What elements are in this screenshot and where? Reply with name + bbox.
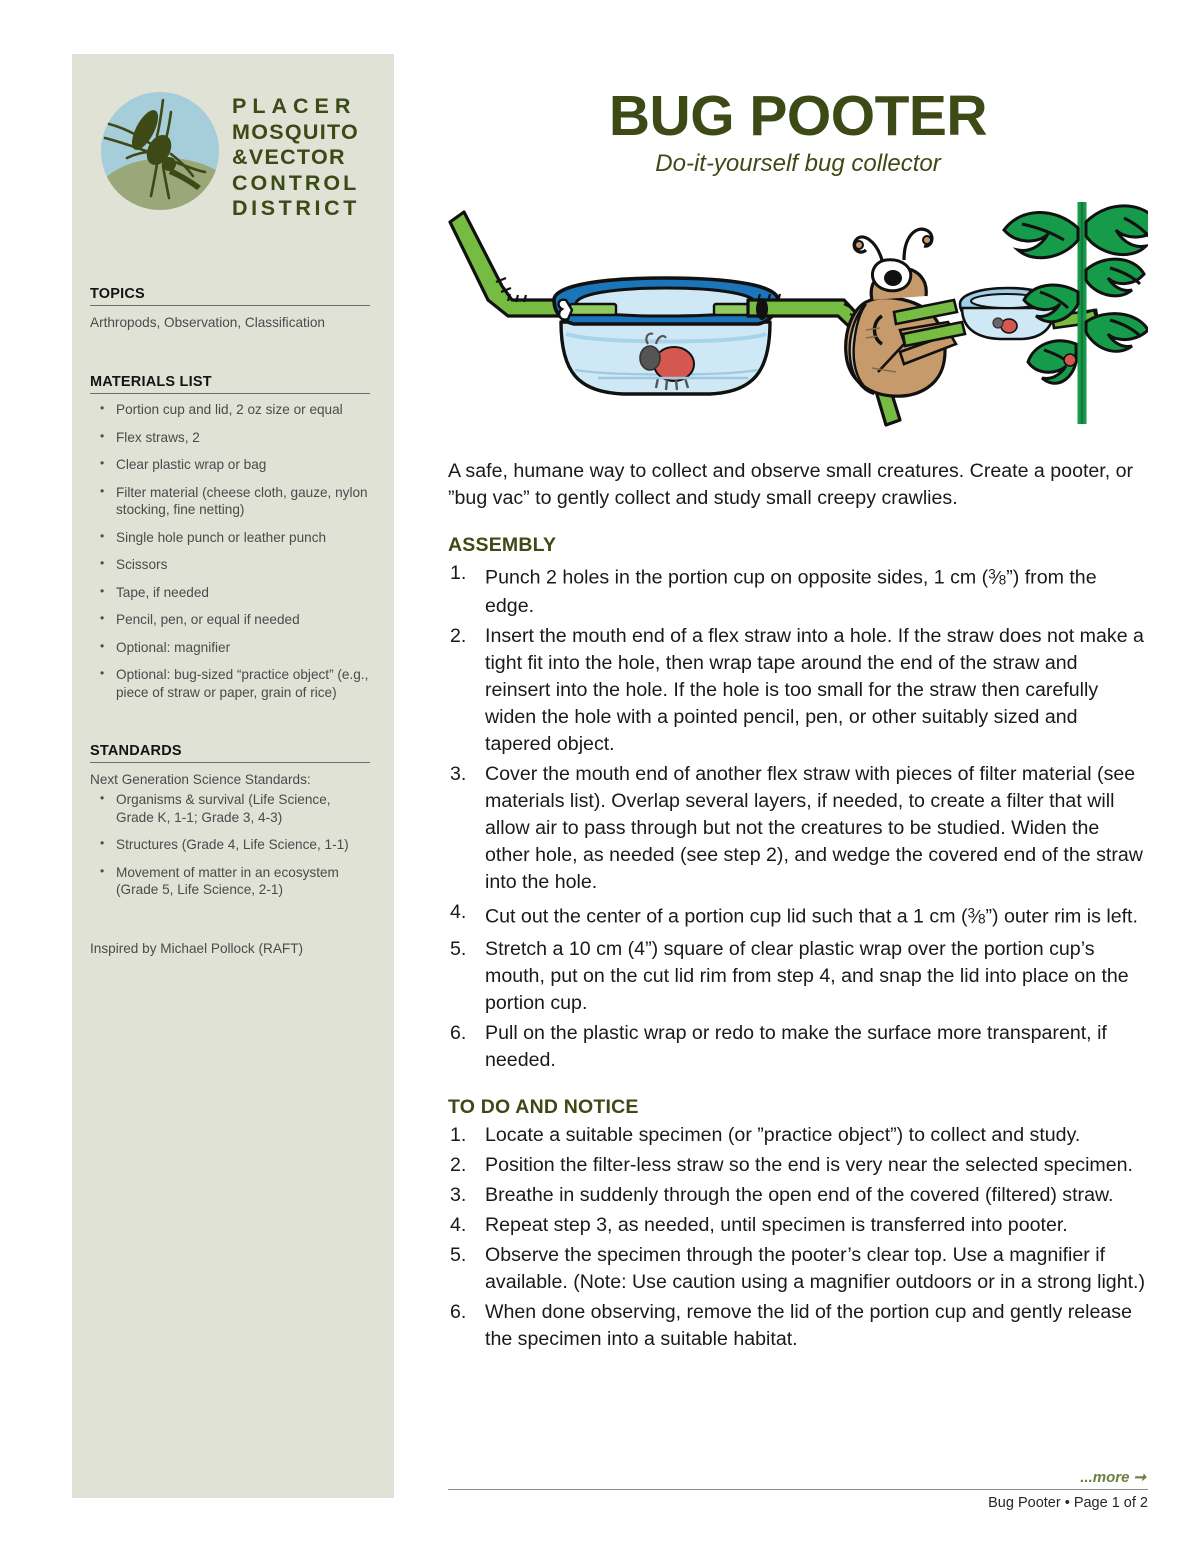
logo-line-1: PLACER (232, 94, 357, 118)
assembly-heading: ASSEMBLY (448, 534, 557, 556)
materials-list (90, 401, 370, 701)
materials-section (72, 374, 394, 701)
standards-section (72, 743, 394, 899)
standards-divider (90, 762, 370, 763)
assembly-steps (448, 560, 1148, 1074)
materials-list-item: • Scissors (114, 556, 370, 574)
standards-list-item: • Structures (Grade 4, Life Science, 1-1) (114, 836, 370, 854)
assembly-step: Punch 2 holes in the portion cup on opposite sides, 1 cm $(^3⁄_8”)$ from the edge. (485, 566, 1097, 618)
todo-step: When done observing, remove the lid of the portion cup and gently release the specimen into a suitable habitat. (485, 1300, 1132, 1350)
todo-heading: TO DO AND NOTICE (448, 1095, 639, 1118)
main-content (448, 86, 1148, 1353)
topics-section (72, 286, 394, 332)
organization-name (232, 94, 360, 222)
materials-heading: MATERIALS LIST (90, 374, 212, 390)
materials-list-item: • Single hole punch or leather punch (114, 529, 370, 547)
organization-logo (72, 74, 394, 244)
logo-line-3: &VECTOR (232, 145, 346, 169)
right-arrow-icon: ➞ (1133, 1469, 1146, 1486)
materials-list-item: • Filter material (cheese cloth, gauze, nylon stocking, fine netting) (114, 484, 370, 519)
logo-line-2: MOSQUITO (232, 119, 360, 144)
materials-list-item: • Pencil, pen, or equal if needed (114, 611, 370, 629)
plant-specimen-icon (1064, 354, 1076, 366)
materials-list-item: • Optional: bug-sized “practice object” (e.g., piece of straw or paper, grain of rice) (114, 666, 370, 701)
more-label: ...more (1080, 1469, 1130, 1486)
page-footer (448, 1470, 1148, 1511)
standards-heading: STANDARDS (90, 743, 182, 759)
assembly-step: Cover the mouth end of another flex straw with pieces of filter material (see materials list). Overlap several layers, if needed, to create a filter that will allow air to pass through but not the creatures to be studied. Widen the other hole, as needed (see step 2), and wedge the covered end of the straw into the hole. (485, 763, 1143, 894)
right-hole-grommet-icon (756, 298, 768, 320)
more-link[interactable] (448, 1470, 1148, 1486)
topics-text: Arthropods, Observation, Classification (90, 315, 325, 330)
footer-page-text: Bug Pooter • Page 1 of 2 (988, 1495, 1148, 1511)
assembly-step: Pull on the plastic wrap or redo to make the surface more transparent, if needed. (485, 1021, 1107, 1071)
footer-divider (448, 1489, 1148, 1490)
logo-line-5: DISTRICT (232, 196, 360, 220)
todo-step: Observe the specimen through the pooter’s clear top. Use a magnifier if available. (Note: Use caution using a magnifier outdoors or in a strong light.) (485, 1243, 1146, 1293)
todo-steps (448, 1122, 1148, 1353)
standards-list (90, 791, 370, 899)
standards-list-item: • Movement of matter in an ecosystem (Grade 5, Life Science, 2-1) (114, 864, 370, 899)
materials-divider (90, 393, 370, 394)
topics-heading: TOPICS (90, 286, 145, 302)
sidebar (72, 54, 394, 1498)
intro-paragraph: A safe, humane way to collect and observe small creatures. Create a pooter, or ”bug vac” to gently collect and study small creepy crawlies. (448, 460, 1134, 509)
todo-step: Locate a suitable specimen (or ”practice object”) to collect and study. (485, 1123, 1081, 1146)
page-subtitle: Do-it-yourself bug collector (655, 150, 941, 177)
logo-line-4: CONTROL (232, 170, 360, 195)
standards-intro: Next Generation Science Standards: (90, 772, 311, 787)
standards-list-item: • Organisms & survival (Life Science, Grade K, 1-1; Grade 3, 4-3) (114, 791, 370, 826)
materials-list-item: • Tape, if needed (114, 584, 370, 602)
todo-step: Position the filter-less straw so the end is very near the selected specimen. (485, 1153, 1133, 1176)
credit-text: Inspired by Michael Pollock (RAFT) (90, 940, 304, 956)
todo-step: Repeat step 3, as needed, until specimen is transferred into pooter. (485, 1213, 1068, 1236)
assembly-step: Insert the mouth end of a flex straw into a hole. If the straw does not make a tight fit into the hole, then wrap tape around the end of the straw and reinsert into the hole. If the hole is too small for the straw then carefully widen the hole with a pointed pencil, pen, or other suitably sized and tapered object. (485, 625, 1144, 756)
materials-list-item: • Flex straws, 2 (114, 429, 370, 447)
mosquito-silhouette-icon (101, 92, 219, 210)
assembly-step: Cut out the center of a portion cup lid such that a 1 cm $(^3⁄_8”)$ outer rim is left. (485, 905, 1138, 928)
materials-list-item: • Optional: magnifier (114, 639, 370, 657)
materials-list-item: • Clear plastic wrap or bag (114, 456, 370, 474)
bug-pooter-illustration (448, 182, 1148, 452)
topics-divider (90, 305, 370, 306)
materials-list-item: • Portion cup and lid, 2 oz size or equal (114, 401, 370, 419)
assembly-step: Stretch a 10 cm (4”) square of clear plastic wrap over the portion cup’s mouth, put on the cut lid rim from step 4, and snap the lid into place on the portion cup. (485, 937, 1129, 1014)
todo-step: Breathe in suddenly through the open end of the covered (filtered) straw. (485, 1183, 1114, 1206)
illustration-svg (448, 182, 1148, 452)
page-title: BUG POOTER (608, 84, 988, 148)
mosquito-in-circle-icon (101, 92, 219, 210)
